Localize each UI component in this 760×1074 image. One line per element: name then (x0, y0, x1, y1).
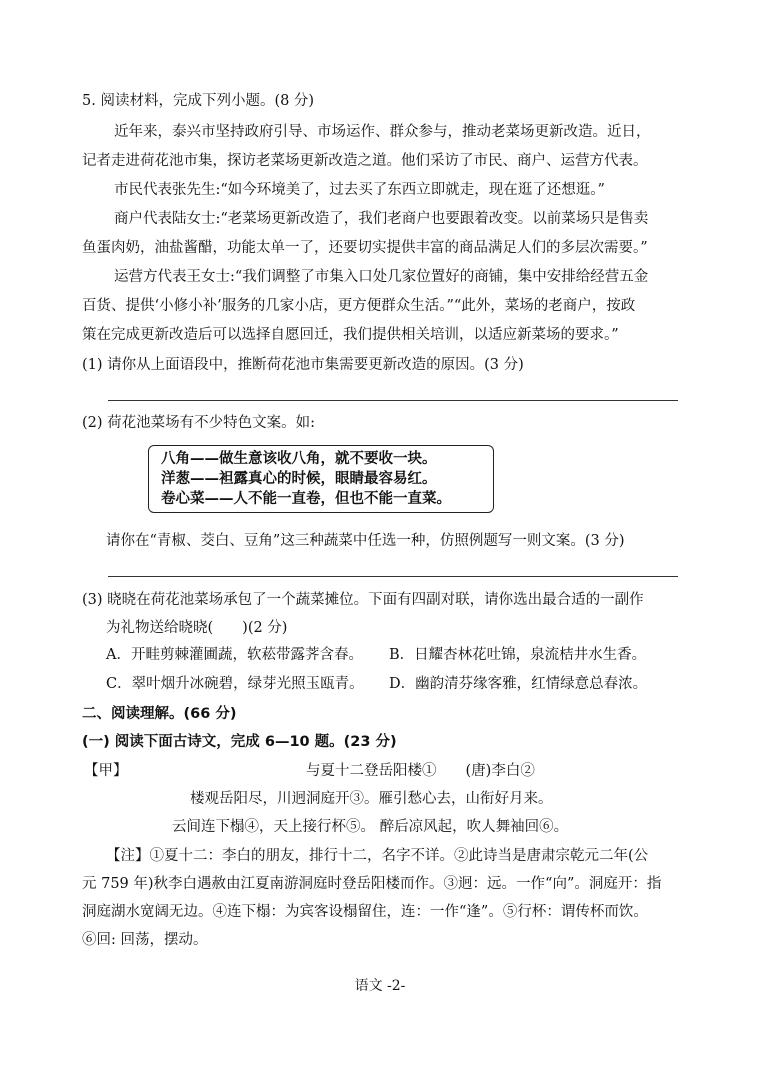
sub-question-3-cont: 为礼物送给晓晓( )(2 分) (106, 620, 288, 636)
example-copy-box (148, 445, 494, 513)
poem-line: 楼观岳阳尽，川迥洞庭开③。雁引愁心去，山衔好月来。 (190, 791, 553, 807)
poem-line: 云间连下榻④，天上接行杯⑤。 醉后凉风起，吹人舞袖回⑥。 (172, 819, 569, 835)
option-a[interactable]: A．开畦剪棘灌圃蔬，软菘带露荠含春。 (106, 647, 363, 663)
section-heading: 二、阅读理解。(66 分) (82, 706, 237, 722)
material-line: 策在完成更新改造后可以选择自愿回迁，我们提供相关培训，以适应新菜场的要求。” (82, 327, 619, 343)
material-line: 记者走进荷花池市集，探访老菜场更新改造之道。他们采访了市民、商户、运营方代表。 (82, 153, 648, 169)
material-line: 市民代表张先生:“如今环境美了，过去买了东西立即就走，现在逛了还想逛。” (114, 182, 605, 198)
sub-question-1: (1) 请你从上面语段中，推断荷花池市集需要更新改造的原因。(3 分) (82, 357, 524, 373)
page-footer: 语文 -2- (354, 978, 406, 994)
material-line: 鱼蛋肉奶，油盐酱醋，功能太单一了，还要切实提供丰富的商品满足人们的多层次需要。” (82, 240, 648, 256)
sub-question-2-task: 请你在“青椒、茭白、豆角”这三种蔬菜中任选一种，仿照例题写一则文案。(3 分) (106, 533, 625, 549)
material-line: 近年来，泰兴市坚持政府引导、市场运作、群众参与，推动老菜场更新改造。近日， (114, 124, 651, 140)
sub-question-2-intro: (2) 荷花池菜场有不少特色文案。如: (82, 415, 316, 431)
option-d[interactable]: D．幽韵清芬缘客雅，红情绿意总春浓。 (389, 676, 648, 692)
answer-line-2[interactable] (108, 576, 678, 577)
passage-label: 【甲】 (84, 763, 128, 779)
note-line: ⑥回: 回荡，摆动。 (82, 932, 208, 948)
material-line: 百货、提供‘小修小补’服务的几家小店，更方便群众生活。”“此外，菜场的老商户，按政 (82, 298, 636, 314)
q5-heading: 5. 阅读材料，完成下列小题。(8 分) (82, 93, 315, 109)
option-c[interactable]: C．翠叶烟升冰碗碧，绿芽光照玉瓯青。 (106, 676, 364, 692)
note-line: 元 759 年)秋李白遇赦由江夏南游洞庭时登岳阳楼而作。③迥：远。一作“向”。洞庭开：指 (82, 876, 662, 892)
example-line: 洋葱——袒露真心的时候，眼睛最容易红。 (161, 471, 437, 487)
option-b[interactable]: B．日耀杏林花吐锦，泉流桔井水生香。 (389, 647, 647, 663)
example-line: 卷心菜——人不能一直卷，但也不能一直菜。 (161, 491, 451, 507)
sub-question-3: (3) 晓晓在荷花池菜场承包了一个蔬菜摊位。下面有四副对联，请你选出最合适的一副作 (82, 592, 644, 608)
material-line: 商户代表陆女士:“老菜场更新改造了，我们老商户也要跟着改变。以前菜场只是售卖 (114, 211, 649, 227)
part-heading: (一) 阅读下面古诗文，完成 6—10 题。(23 分) (82, 734, 397, 750)
material-line: 运营方代表王女士:“我们调整了市集入口处几家位置好的商铺，集中安排给经营五金 (114, 269, 649, 285)
poem-title: 与夏十二登岳阳楼① (唐)李白② (306, 763, 535, 779)
example-line: 八角——做生意该收八角，就不要收一块。 (161, 451, 437, 467)
note-line: 洞庭湖水宽阔无边。④连下榻：为宾客设榻留住，连：一作“逢”。⑤行杯：谓传杯而饮。 (82, 904, 648, 920)
answer-line-1[interactable] (108, 400, 678, 401)
note-line: 【注】①夏十二：李白的朋友，排行十二，名字不详。②此诗当是唐肃宗乾元二年(公 (106, 848, 649, 864)
